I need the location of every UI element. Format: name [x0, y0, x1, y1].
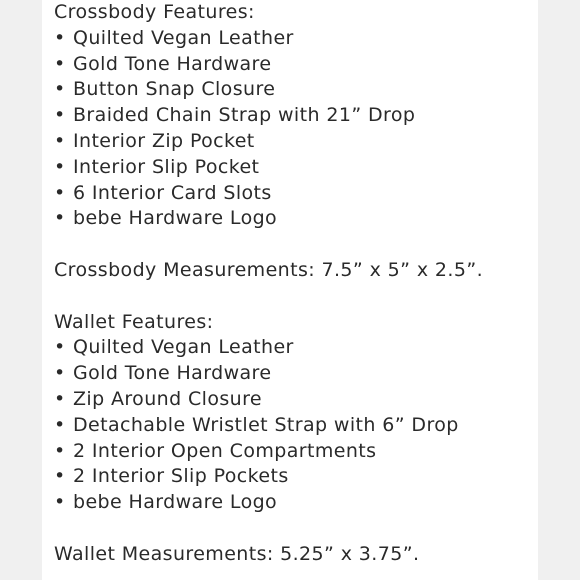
bullet: •: [54, 26, 66, 49]
list-item: [54, 77, 554, 103]
wallet-feature-text: Zip Around Closure: [73, 387, 262, 410]
crossbody-feature-text: 6 Interior Card Slots: [73, 181, 272, 204]
list-item: [54, 155, 554, 181]
wallet-feature-text: Quilted Vegan Leather: [73, 336, 294, 359]
bullet: •: [54, 155, 66, 178]
product-description: [54, 0, 554, 568]
crossbody-feature-text: Gold Tone Hardware: [73, 52, 272, 75]
list-item: [54, 129, 554, 155]
crossbody-feature-text: Braided Chain Strap with 21” Drop: [73, 104, 416, 127]
list-item: [54, 26, 554, 52]
bullet: •: [54, 207, 66, 230]
bullet: •: [54, 336, 66, 359]
bullet: •: [54, 52, 66, 75]
bullet: •: [54, 362, 66, 385]
wallet-feature-text: bebe Hardware Logo: [73, 491, 278, 514]
wallet-features-heading: Wallet Features:: [54, 310, 214, 333]
crossbody-feature-text: Interior Zip Pocket: [73, 129, 255, 152]
crossbody-feature-text: Quilted Vegan Leather: [73, 26, 294, 49]
wallet-feature-text: 2 Interior Open Compartments: [73, 439, 377, 462]
spacer: [54, 284, 554, 310]
bullet: •: [54, 387, 66, 410]
bullet: •: [54, 439, 66, 462]
bullet: •: [54, 181, 66, 204]
list-item: [54, 387, 554, 413]
list-item: [54, 413, 554, 439]
crossbody-measurements: Crossbody Measurements: 7.5” x 5” x 2.5”.: [54, 258, 484, 281]
crossbody-feature-text: Button Snap Closure: [73, 78, 276, 101]
list-item: [54, 439, 554, 465]
list-item: [54, 181, 554, 207]
bullet: •: [54, 491, 66, 514]
bullet: •: [54, 465, 66, 488]
list-item: [54, 490, 554, 516]
list-item: [54, 335, 554, 361]
bullet: •: [54, 413, 66, 436]
crossbody-features-heading: Crossbody Features:: [54, 1, 255, 23]
spacer: [54, 232, 554, 258]
list-item: [54, 52, 554, 78]
crossbody-feature-text: Interior Slip Pocket: [73, 155, 260, 178]
list-item: [54, 206, 554, 232]
crossbody-feature-text: bebe Hardware Logo: [73, 207, 278, 230]
list-item: [54, 103, 554, 129]
list-item: [54, 361, 554, 387]
wallet-measurements: Wallet Measurements: 5.25” x 3.75”.: [54, 542, 420, 565]
spacer: [54, 516, 554, 542]
wallet-feature-text: Gold Tone Hardware: [73, 362, 272, 385]
wallet-feature-text: 2 Interior Slip Pockets: [73, 465, 289, 488]
bullet: •: [54, 78, 66, 101]
bullet: •: [54, 129, 66, 152]
bullet: •: [54, 104, 66, 127]
wallet-feature-text: Detachable Wristlet Strap with 6” Drop: [73, 413, 459, 436]
list-item: [54, 464, 554, 490]
